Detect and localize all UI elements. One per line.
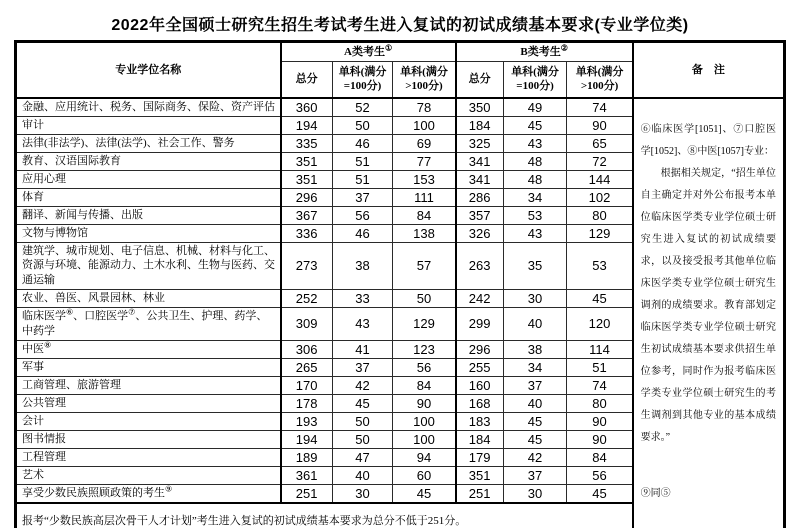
degree-name-cell: 工商管理、旅游管理: [16, 376, 281, 394]
degree-name-cell: 艺术: [16, 466, 281, 484]
score-table: [14, 40, 786, 528]
score-a-single-gt100: 69: [393, 134, 456, 152]
score-a-single-100: 56: [332, 206, 393, 224]
score-a-single-100: 33: [332, 290, 393, 308]
score-b-total: 242: [456, 290, 504, 308]
score-b-total: 286: [456, 188, 504, 206]
score-b-single-100: 49: [503, 98, 567, 117]
score-b-single-gt100: 72: [567, 152, 633, 170]
score-b-single-100: 34: [503, 358, 567, 376]
score-b-single-gt100: 144: [567, 170, 633, 188]
score-b-single-100: 45: [503, 412, 567, 430]
remark-note-9: ⑨同⑤: [640, 487, 671, 499]
score-a-total: 265: [281, 358, 333, 376]
score-a-single-100: 42: [332, 376, 393, 394]
score-a-single-100: 50: [332, 412, 393, 430]
score-a-single-gt100: 77: [393, 152, 456, 170]
degree-name-cell: 金融、应用统计、税务、国际商务、保险、资产评估: [16, 98, 281, 117]
score-b-single-gt100: 80: [567, 206, 633, 224]
score-a-single-100: 46: [332, 134, 393, 152]
score-a-single-gt100: 56: [393, 358, 456, 376]
score-a-single-gt100: 60: [393, 466, 456, 484]
header-b-single-gt100: 单科(满分>100分): [567, 62, 633, 98]
score-b-single-gt100: 53: [567, 242, 633, 290]
score-b-single-gt100: 56: [567, 466, 633, 484]
header-b-single-100: 单科(满分=100分): [503, 62, 567, 98]
degree-name-cell: 军事: [16, 358, 281, 376]
score-b-single-gt100: 74: [567, 98, 633, 117]
score-b-single-100: 43: [503, 224, 567, 242]
score-b-single-100: 42: [503, 448, 567, 466]
score-b-single-gt100: 114: [567, 340, 633, 358]
score-b-total: 251: [456, 484, 504, 503]
score-b-single-gt100: 45: [567, 484, 633, 503]
score-a-single-100: 45: [332, 394, 393, 412]
page-title: 2022年全国硕士研究生招生考试考生进入复试的初试成绩基本要求(专业学位类): [111, 17, 689, 34]
score-a-total: 251: [281, 484, 333, 503]
table-header: [16, 42, 785, 98]
score-a-single-100: 46: [332, 224, 393, 242]
score-b-total: 351: [456, 466, 504, 484]
score-a-single-gt100: 45: [393, 484, 456, 503]
score-a-single-gt100: 153: [393, 170, 456, 188]
score-b-single-100: 40: [503, 394, 567, 412]
score-b-total: 184: [456, 430, 504, 448]
score-b-total: 341: [456, 170, 504, 188]
score-b-single-100: 35: [503, 242, 567, 290]
header-remarks: 备 注: [633, 42, 785, 98]
score-b-single-100: 48: [503, 170, 567, 188]
score-b-single-100: 53: [503, 206, 567, 224]
score-a-single-gt100: 123: [393, 340, 456, 358]
degree-name-cell: 法律(非法学)、法律(法学)、社会工作、警务: [16, 134, 281, 152]
score-b-single-gt100: 51: [567, 358, 633, 376]
score-a-single-gt100: 94: [393, 448, 456, 466]
score-b-single-100: 38: [503, 340, 567, 358]
score-a-total: 194: [281, 116, 333, 134]
score-a-single-gt100: 100: [393, 430, 456, 448]
score-b-single-100: 34: [503, 188, 567, 206]
score-b-total: 341: [456, 152, 504, 170]
score-b-single-100: 30: [503, 484, 567, 503]
score-b-total: 168: [456, 394, 504, 412]
remark-note-678-body: 根据相关规定，“招生单位自主确定并对外公布报考本单位临床医学类专业学位硕士研究生进入复试的初试成绩要求，以及接受报考其他单位临床医学类专业学位硕士研究生调剂的成绩要求。教育部划定临床医学类专业学位硕士研究生初试成绩基本要求供招生单位参考，同时作为报考临床医学类专业学位硕士研究生的考生调剂到其他专业的基本成绩要求。”: [640, 167, 776, 443]
score-a-total: 189: [281, 448, 333, 466]
score-a-single-100: 30: [332, 484, 393, 503]
score-b-total: 183: [456, 412, 504, 430]
score-a-single-gt100: 100: [393, 412, 456, 430]
score-a-total: 351: [281, 152, 333, 170]
score-a-total: 178: [281, 394, 333, 412]
degree-name-cell: 工程管理: [16, 448, 281, 466]
degree-name-cell: 建筑学、城市规划、电子信息、机械、材料与化工、资源与环境、能源动力、土木水利、生物与医药、交通运输: [16, 242, 281, 290]
degree-name-cell: 农业、兽医、风景园林、林业: [16, 290, 281, 308]
degree-name-cell: 享受少数民族照顾政策的考生⑨: [16, 484, 281, 503]
score-b-single-gt100: 102: [567, 188, 633, 206]
score-b-single-gt100: 120: [567, 308, 633, 341]
score-a-single-gt100: 138: [393, 224, 456, 242]
score-a-single-100: 47: [332, 448, 393, 466]
score-b-single-gt100: 90: [567, 412, 633, 430]
score-a-total: 170: [281, 376, 333, 394]
score-b-single-100: 30: [503, 290, 567, 308]
score-a-single-100: 43: [332, 308, 393, 341]
degree-name-cell: 体育: [16, 188, 281, 206]
score-b-total: 299: [456, 308, 504, 341]
score-b-single-100: 48: [503, 152, 567, 170]
score-a-total: 194: [281, 430, 333, 448]
header-degree-name: 专业学位名称: [16, 42, 281, 98]
score-a-single-gt100: 57: [393, 242, 456, 290]
score-b-total: 350: [456, 98, 504, 117]
score-a-single-gt100: 129: [393, 308, 456, 341]
header-a-single-gt100: 单科(满分>100分): [393, 62, 456, 98]
score-a-total: 361: [281, 466, 333, 484]
degree-name-cell: 教育、汉语国际教育: [16, 152, 281, 170]
degree-name-cell: 应用心理: [16, 170, 281, 188]
score-a-total: 306: [281, 340, 333, 358]
score-b-total: 357: [456, 206, 504, 224]
header-group-b: B类考生②: [456, 42, 633, 62]
score-b-single-gt100: 65: [567, 134, 633, 152]
score-a-single-100: 40: [332, 466, 393, 484]
header-b-total: 总分: [456, 62, 504, 98]
score-a-total: 360: [281, 98, 333, 117]
degree-name-cell: 翻译、新闻与传播、出版: [16, 206, 281, 224]
score-b-single-100: 37: [503, 466, 567, 484]
score-a-single-gt100: 78: [393, 98, 456, 117]
degree-name-cell: 会计: [16, 412, 281, 430]
score-a-total: 193: [281, 412, 333, 430]
degree-name-cell: 审计: [16, 116, 281, 134]
score-a-single-100: 50: [332, 116, 393, 134]
score-a-total: 335: [281, 134, 333, 152]
score-a-single-100: 52: [332, 98, 393, 117]
score-a-total: 309: [281, 308, 333, 341]
footnote-cell: 报考“少数民族高层次骨干人才计划”考生进入复试的初试成绩基本要求为总分不低于251分。: [16, 503, 633, 528]
score-b-total: 296: [456, 340, 504, 358]
score-b-single-100: 45: [503, 116, 567, 134]
score-b-single-gt100: 74: [567, 376, 633, 394]
table-body: [16, 98, 785, 528]
score-b-single-gt100: 90: [567, 430, 633, 448]
score-a-single-100: 37: [332, 188, 393, 206]
header-a-total: 总分: [281, 62, 333, 98]
header-a-single-100: 单科(满分=100分): [332, 62, 393, 98]
score-b-single-100: 43: [503, 134, 567, 152]
score-a-total: 367: [281, 206, 333, 224]
score-a-single-gt100: 84: [393, 376, 456, 394]
score-a-single-100: 50: [332, 430, 393, 448]
score-b-single-gt100: 84: [567, 448, 633, 466]
score-a-total: 296: [281, 188, 333, 206]
score-b-total: 255: [456, 358, 504, 376]
score-a-total: 351: [281, 170, 333, 188]
degree-name-cell: 中医⑧: [16, 340, 281, 358]
score-a-single-100: 51: [332, 152, 393, 170]
score-a-single-gt100: 111: [393, 188, 456, 206]
score-a-single-100: 41: [332, 340, 393, 358]
score-a-total: 336: [281, 224, 333, 242]
score-b-total: 179: [456, 448, 504, 466]
score-a-single-gt100: 84: [393, 206, 456, 224]
score-b-single-gt100: 129: [567, 224, 633, 242]
score-b-total: 184: [456, 116, 504, 134]
header-group-a: A类考生①: [281, 42, 456, 62]
score-a-total: 273: [281, 242, 333, 290]
score-b-single-100: 40: [503, 308, 567, 341]
score-a-single-gt100: 90: [393, 394, 456, 412]
table-row: [16, 98, 785, 117]
score-b-single-gt100: 90: [567, 116, 633, 134]
score-b-single-100: 45: [503, 430, 567, 448]
score-a-single-100: 51: [332, 170, 393, 188]
score-b-single-100: 37: [503, 376, 567, 394]
score-b-single-gt100: 80: [567, 394, 633, 412]
score-b-total: 263: [456, 242, 504, 290]
remarks-cell: [633, 98, 785, 528]
degree-name-cell: 文物与博物馆: [16, 224, 281, 242]
degree-name-cell: 图书情报: [16, 430, 281, 448]
degree-name-cell: 临床医学⑥、口腔医学⑦、公共卫生、护理、药学、中药学: [16, 308, 281, 341]
score-b-total: 160: [456, 376, 504, 394]
score-b-total: 325: [456, 134, 504, 152]
degree-name-cell: 公共管理: [16, 394, 281, 412]
score-a-single-gt100: 100: [393, 116, 456, 134]
score-a-single-100: 38: [332, 242, 393, 290]
score-a-total: 252: [281, 290, 333, 308]
score-a-single-100: 37: [332, 358, 393, 376]
score-b-single-gt100: 45: [567, 290, 633, 308]
score-a-single-gt100: 50: [393, 290, 456, 308]
score-b-total: 326: [456, 224, 504, 242]
remark-note-678-title: ⑥临床医学[1051]、⑦口腔医学[1052]、⑧中医[1057]专业：: [640, 123, 776, 157]
